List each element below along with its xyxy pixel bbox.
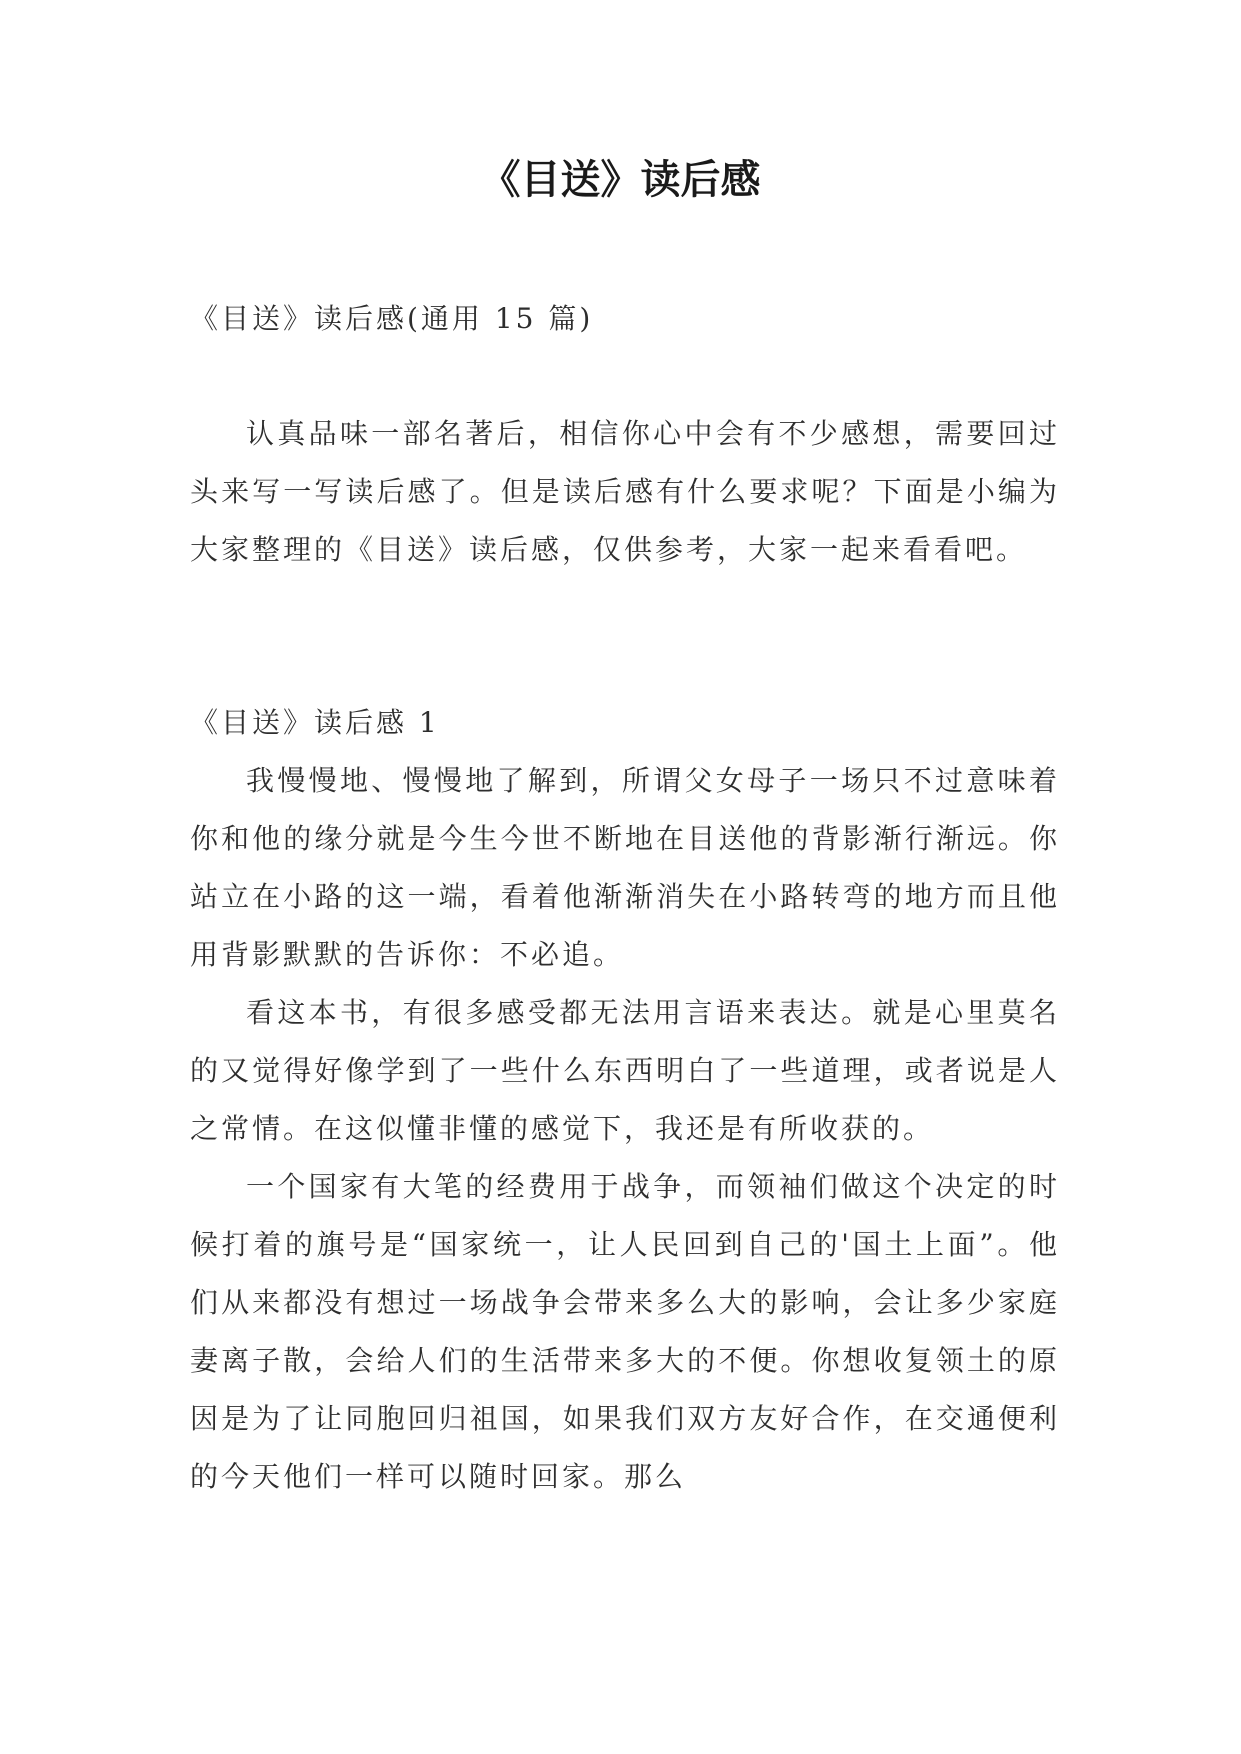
section-1 xyxy=(190,694,1060,1506)
subtitle-text: 《目送》读后感(通用 15 篇) xyxy=(190,302,594,335)
section-1-paragraph-1: 我慢慢地、慢慢地了解到，所谓父女母子一场只不过意味着你和他的缘分就是今生今世不断地在目送他的背影渐行渐远。你站立在小路的这一端，看着他渐渐消失在小路转弯的地方而且他用背影默默的告诉你：不必追。 xyxy=(190,764,1060,971)
intro-paragraph: 认真品味一部名著后，相信你心中会有不少感想，需要回过头来写一写读后感了。但是读后感有什么要求呢？下面是小编为大家整理的《目送》读后感，仅供参考，大家一起来看看吧。 xyxy=(190,417,1060,566)
section-1-heading: 《目送》读后感 1 xyxy=(190,706,440,739)
document-subtitle xyxy=(190,290,1060,348)
section-1-paragraph-2: 看这本书，有很多感受都无法用言语来表达。就是心里莫名的又觉得好像学到了一些什么东西明白了一些道理，或者说是人之常情。在这似懂非懂的感觉下，我还是有所收获的。 xyxy=(190,996,1060,1145)
intro-section xyxy=(190,405,1060,579)
document-title: 《目送》读后感 xyxy=(480,157,761,203)
section-1-paragraph-3: 一个国家有大笔的经费用于战争，而领袖们做这个决定的时候打着的旗号是“国家统一，让人民回到自己的'国土上面”。他们从来都没有想过一场战争会带来多么大的影响，会让多少家庭妻离子散，会给人们的生活带来多大的不便。你想收复领土的原因是为了让同胞回归祖国，如果我们双方友好合作，在交通便利的今天他们一样可以随时回家。那么 xyxy=(190,1170,1060,1493)
